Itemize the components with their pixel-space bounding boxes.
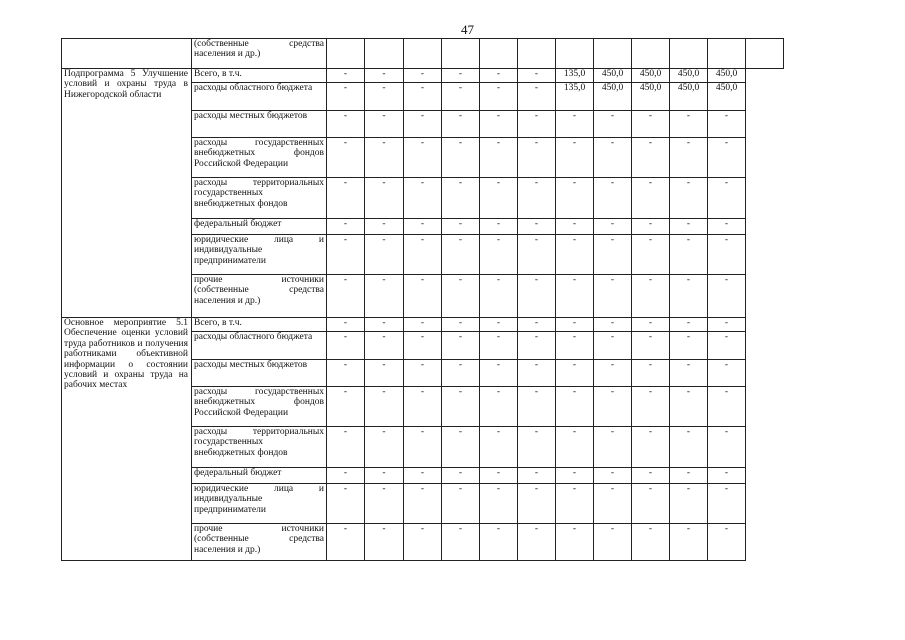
value-cell: - [708,178,746,219]
value-cell: - [518,83,556,111]
funding-source-label: расходы областного бюджета [192,83,327,111]
value-cell: - [670,275,708,318]
value-cell: - [632,275,670,318]
value-cell: - [365,387,404,427]
value-cell: - [670,235,708,275]
source-label: (собственные средства населения и др.) [192,39,327,69]
value-cell [365,39,404,69]
value-cell: - [632,427,670,468]
value-cell: - [442,138,480,178]
value-cell: - [327,468,365,484]
value-cell: 450,0 [594,83,632,111]
funding-source-label: расходы местных бюджетов [192,111,327,138]
value-cell [670,39,708,69]
funding-source-label: расходы государственных внебюджетных фондов Российской Федерации [192,387,327,427]
value-cell: - [518,468,556,484]
value-cell: - [404,69,442,83]
value-cell: - [632,219,670,235]
value-cell: - [556,524,594,561]
value-cell: 135,0 [556,69,594,83]
value-cell: - [365,138,404,178]
value-cell: - [518,318,556,332]
value-cell: - [708,318,746,332]
value-cell: - [480,219,518,235]
value-cell: - [670,387,708,427]
value-cell: - [518,111,556,138]
value-cell [404,39,442,69]
value-cell: - [327,83,365,111]
value-cell: - [670,427,708,468]
program-name: Подпрограмма 5 Улучшение условий и охраны труда в Нижегородской области [62,69,192,318]
funding-source-label: прочие источники (собственные средства населения и др.) [192,275,327,318]
value-cell: - [442,332,480,360]
value-cell: - [404,111,442,138]
value-cell: - [556,178,594,219]
value-cell: - [708,332,746,360]
funding-source-label: федеральный бюджет [192,468,327,484]
value-cell: - [632,332,670,360]
value-cell: 450,0 [670,83,708,111]
value-cell: - [404,219,442,235]
value-cell: - [670,484,708,524]
value-cell: - [480,387,518,427]
value-cell: - [365,484,404,524]
value-cell: - [365,219,404,235]
value-cell: - [327,387,365,427]
value-cell [594,39,632,69]
value-cell: - [327,111,365,138]
value-cell: - [442,427,480,468]
value-cell: - [518,484,556,524]
value-cell: - [670,360,708,387]
program-name: Основное мероприятие 5.1 Обеспечение оценки условий труда работников и получения работниками объективной информации о состоянии условий и охраны труда на рабочих местах [62,318,192,561]
value-cell: - [632,484,670,524]
value-cell: - [442,83,480,111]
value-cell: - [480,427,518,468]
value-cell: - [404,360,442,387]
value-cell: 450,0 [708,69,746,83]
value-cell [518,39,556,69]
value-cell: - [670,318,708,332]
value-cell: - [594,275,632,318]
value-cell: - [708,111,746,138]
value-cell: - [556,235,594,275]
value-cell: - [327,484,365,524]
value-cell: - [327,219,365,235]
value-cell: - [365,468,404,484]
value-cell: - [327,235,365,275]
value-cell: - [480,235,518,275]
value-cell: - [442,69,480,83]
value-cell: - [708,524,746,561]
value-cell [442,39,480,69]
value-cell: - [442,178,480,219]
value-cell: - [365,235,404,275]
value-cell: - [708,275,746,318]
value-cell: - [518,360,556,387]
value-cell: 450,0 [670,69,708,83]
value-cell: - [708,360,746,387]
value-cell: - [442,235,480,275]
value-cell: - [442,360,480,387]
value-cell: - [480,138,518,178]
value-cell [632,39,670,69]
value-cell: - [327,332,365,360]
value-cell: - [404,178,442,219]
value-cell: - [632,178,670,219]
value-cell [556,39,594,69]
funding-source-label: Всего, в т.ч. [192,69,327,83]
value-cell: - [480,524,518,561]
value-cell: - [708,138,746,178]
value-cell: 450,0 [632,83,670,111]
value-cell: - [632,111,670,138]
value-cell: - [632,524,670,561]
funding-source-label: юридические лица и индивидуальные предприниматели [192,484,327,524]
value-cell: - [480,275,518,318]
value-cell: - [556,332,594,360]
value-cell: - [518,332,556,360]
value-cell: - [594,111,632,138]
funding-source-label: Всего, в т.ч. [192,318,327,332]
value-cell: - [556,484,594,524]
funding-source-label: федеральный бюджет [192,219,327,235]
value-cell: - [708,484,746,524]
funding-source-label: расходы государственных внебюджетных фондов Российской Федерации [192,138,327,178]
value-cell: - [670,332,708,360]
value-cell: - [594,235,632,275]
value-cell: - [442,387,480,427]
funding-source-label: расходы областного бюджета [192,332,327,360]
value-cell: - [442,111,480,138]
budget-table [61,38,784,561]
funding-source-label: расходы местных бюджетов [192,360,327,387]
value-cell: - [365,178,404,219]
value-cell: - [594,427,632,468]
value-cell: - [365,332,404,360]
value-cell: - [556,219,594,235]
value-cell: - [708,468,746,484]
value-cell: - [708,387,746,427]
value-cell: - [518,427,556,468]
value-cell: - [708,427,746,468]
value-cell: - [365,111,404,138]
empty-name-cell [62,39,192,69]
value-cell: - [556,387,594,427]
value-cell: - [480,318,518,332]
value-cell: - [556,138,594,178]
value-cell: 450,0 [594,69,632,83]
value-cell: - [480,111,518,138]
value-cell: - [632,468,670,484]
value-cell: - [556,275,594,318]
value-cell: - [594,178,632,219]
value-cell: - [594,468,632,484]
table-row [62,69,784,83]
value-cell: - [556,360,594,387]
value-cell: - [556,318,594,332]
value-cell: - [404,318,442,332]
value-cell: - [632,387,670,427]
value-cell: - [442,524,480,561]
value-cell: - [365,360,404,387]
value-cell: - [327,524,365,561]
value-cell: - [518,69,556,83]
value-cell: - [365,83,404,111]
value-cell: - [670,524,708,561]
value-cell: - [594,318,632,332]
value-cell: - [365,69,404,83]
value-cell: - [518,178,556,219]
value-cell: - [594,524,632,561]
value-cell: - [404,138,442,178]
value-cell: - [327,178,365,219]
value-cell: - [670,111,708,138]
value-cell [746,39,784,69]
value-cell: - [404,332,442,360]
value-cell: - [594,387,632,427]
value-cell: - [327,360,365,387]
value-cell: - [594,219,632,235]
value-cell: - [518,138,556,178]
funding-source-label: юридические лица и индивидуальные предприниматели [192,235,327,275]
value-cell: - [327,69,365,83]
funding-source-label: прочие источники (собственные средства населения и др.) [192,524,327,561]
value-cell: - [708,235,746,275]
value-cell: - [480,83,518,111]
value-cell: - [327,275,365,318]
value-cell: - [365,524,404,561]
value-cell: 135,0 [556,83,594,111]
page-number: 47 [461,22,474,37]
value-cell: - [594,332,632,360]
value-cell [708,39,746,69]
value-cell: - [404,235,442,275]
value-cell: - [594,360,632,387]
value-cell: - [404,524,442,561]
value-cell: - [327,318,365,332]
funding-source-label: расходы территориальных государственных внебюджетных фондов [192,178,327,219]
funding-source-label: расходы территориальных государственных внебюджетных фондов [192,427,327,468]
value-cell: - [404,387,442,427]
value-cell [327,39,365,69]
value-cell [480,39,518,69]
value-cell: - [632,318,670,332]
value-cell: - [327,427,365,468]
value-cell: - [480,360,518,387]
value-cell: - [708,219,746,235]
value-cell: - [404,427,442,468]
value-cell: - [632,360,670,387]
value-cell: - [442,468,480,484]
value-cell: - [518,524,556,561]
value-cell: - [518,275,556,318]
value-cell: - [365,275,404,318]
value-cell: - [442,318,480,332]
value-cell: - [480,69,518,83]
value-cell: - [670,219,708,235]
value-cell: - [327,138,365,178]
value-cell: - [518,219,556,235]
table-row [62,318,784,332]
value-cell: - [670,178,708,219]
value-cell: - [442,219,480,235]
value-cell: - [365,427,404,468]
value-cell: - [480,484,518,524]
value-cell: - [556,468,594,484]
value-cell: - [404,275,442,318]
value-cell: - [556,111,594,138]
value-cell: - [404,468,442,484]
value-cell: 450,0 [708,83,746,111]
value-cell: - [594,138,632,178]
value-cell: - [480,178,518,219]
value-cell: - [404,484,442,524]
value-cell: - [480,468,518,484]
value-cell: - [518,235,556,275]
value-cell: - [632,235,670,275]
value-cell: - [442,484,480,524]
value-cell: - [442,275,480,318]
value-cell: - [670,468,708,484]
value-cell: - [518,387,556,427]
value-cell: - [670,138,708,178]
value-cell: - [480,332,518,360]
value-cell: - [365,318,404,332]
value-cell: 450,0 [632,69,670,83]
value-cell: - [556,427,594,468]
value-cell: - [632,138,670,178]
value-cell: - [404,83,442,111]
table-row [62,39,784,69]
value-cell: - [594,484,632,524]
